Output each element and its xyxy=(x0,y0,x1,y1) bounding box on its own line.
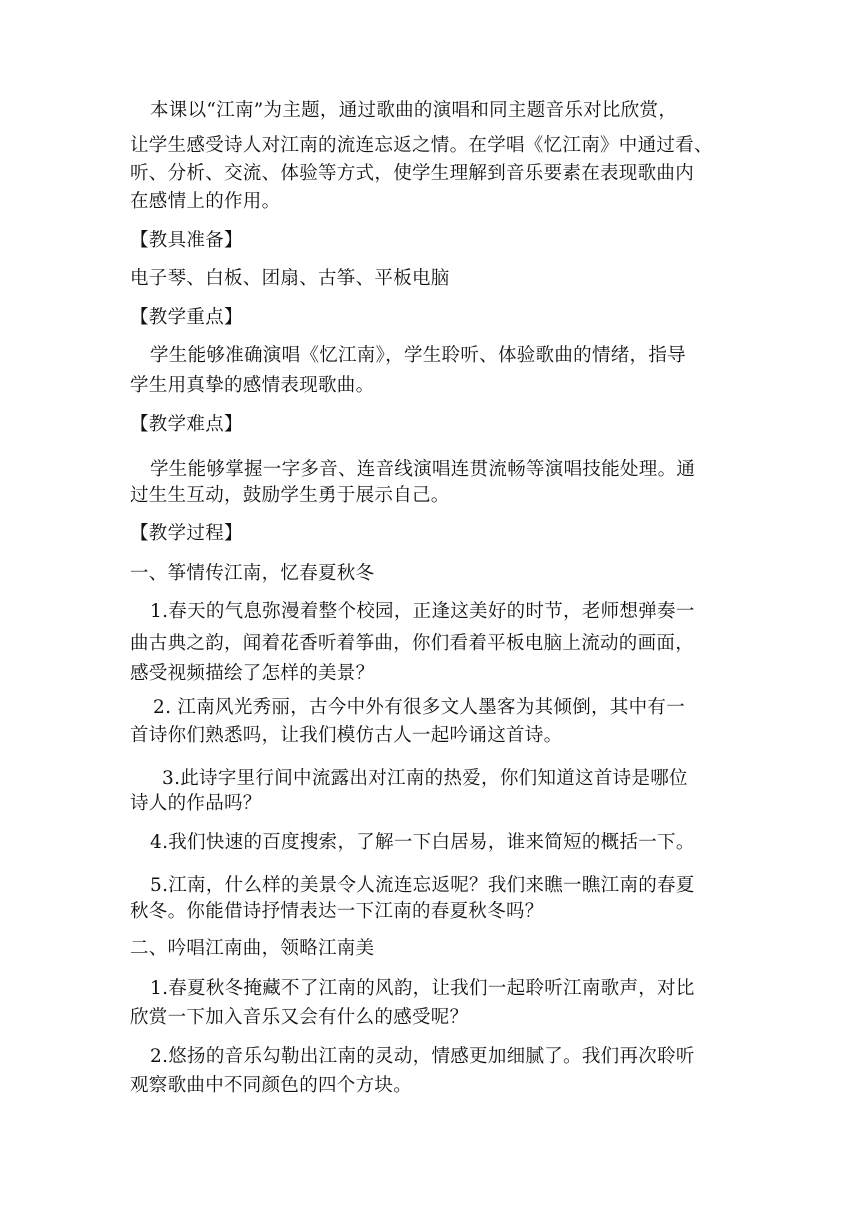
section-heading-process: 【教学过程】 xyxy=(130,523,243,544)
section1-item-1-line: 感受视频描绘了怎样的美景？ xyxy=(130,663,375,684)
section-heading-key-points: 【教学重点】 xyxy=(130,307,243,328)
difficulties-line: 学生能够掌握一字多音、连音线演唱连贯流畅等演唱技能处理。通 xyxy=(150,459,696,480)
tools-text: 电子琴、白板、团扇、古筝、平板电脑 xyxy=(130,268,450,289)
key-points-line: 学生用真挚的感情表现歌曲。 xyxy=(130,375,375,396)
section1-item-3-line: 3.此诗字里行间中流露出对江南的热爱，你们知道这首诗是哪位 xyxy=(162,768,688,789)
intro-line: 让学生感受诗人对江南的流连忘返之情。在学唱《忆江南》中通过看、 xyxy=(130,135,713,156)
section1-item-3-line: 诗人的作品吗？ xyxy=(130,793,262,814)
section1-item-4-line: 4.我们快速的百度搜索，了解一下白居易，谁来简短的概括一下。 xyxy=(150,832,695,853)
intro-line: 本课以“江南”为主题，通过歌曲的演唱和同主题音乐对比欣赏， xyxy=(150,100,678,121)
section2-item-1-line: 1.春夏秋冬掩藏不了江南的风韵，让我们一起聆听江南歌声，对比 xyxy=(150,978,695,999)
section1-item-1-line: 1.春天的气息弥漫着整个校园，正逢这美好的时节，老师想弹奏一 xyxy=(150,601,695,622)
section2-item-1-line: 欣赏一下加入音乐又会有什么的感受呢？ xyxy=(130,1007,469,1028)
section1-item-2-line: 首诗你们熟悉吗，让我们模仿古人一起吟诵这首诗。 xyxy=(130,725,563,746)
intro-line: 在感情上的作用。 xyxy=(130,191,281,212)
section1-item-5-line: 秋冬。你能借诗抒情表达一下江南的春夏秋冬吗？ xyxy=(130,901,544,922)
section1-title: 一、筝情传江南，忆春夏秋冬 xyxy=(130,563,375,584)
section1-item-2-line: 2. 江南风光秀丽，古今中外有很多文人墨客为其倾倒，其中有一 xyxy=(153,697,686,718)
difficulties-line: 过生生互动，鼓励学生勇于展示自己。 xyxy=(130,485,450,506)
section1-item-1-line: 曲古典之韵，闻着花香听着筝曲，你们看着平板电脑上流动的画面， xyxy=(130,633,695,654)
intro-line: 听、分析、交流、体验等方式，使学生理解到音乐要素在表现歌曲内 xyxy=(130,163,695,184)
section1-item-5-line: 5.江南，什么样的美景令人流连忘返呢？我们来瞧一瞧江南的春夏 xyxy=(150,875,695,896)
section-heading-difficulties: 【教学难点】 xyxy=(130,414,243,435)
section2-item-2-line: 观察歌曲中不同颜色的四个方块。 xyxy=(130,1075,413,1096)
key-points-line: 学生能够准确演唱《忆江南》，学生聆听、体验歌曲的情绪，指导 xyxy=(150,345,686,366)
section2-title: 二、吟唱江南曲，领略江南美 xyxy=(130,938,375,959)
section2-item-2-line: 2.悠扬的音乐勾勒出江南的灵动，情感更加细腻了。我们再次聆听 xyxy=(150,1046,695,1067)
section-heading-tools: 【教具准备】 xyxy=(130,230,243,251)
